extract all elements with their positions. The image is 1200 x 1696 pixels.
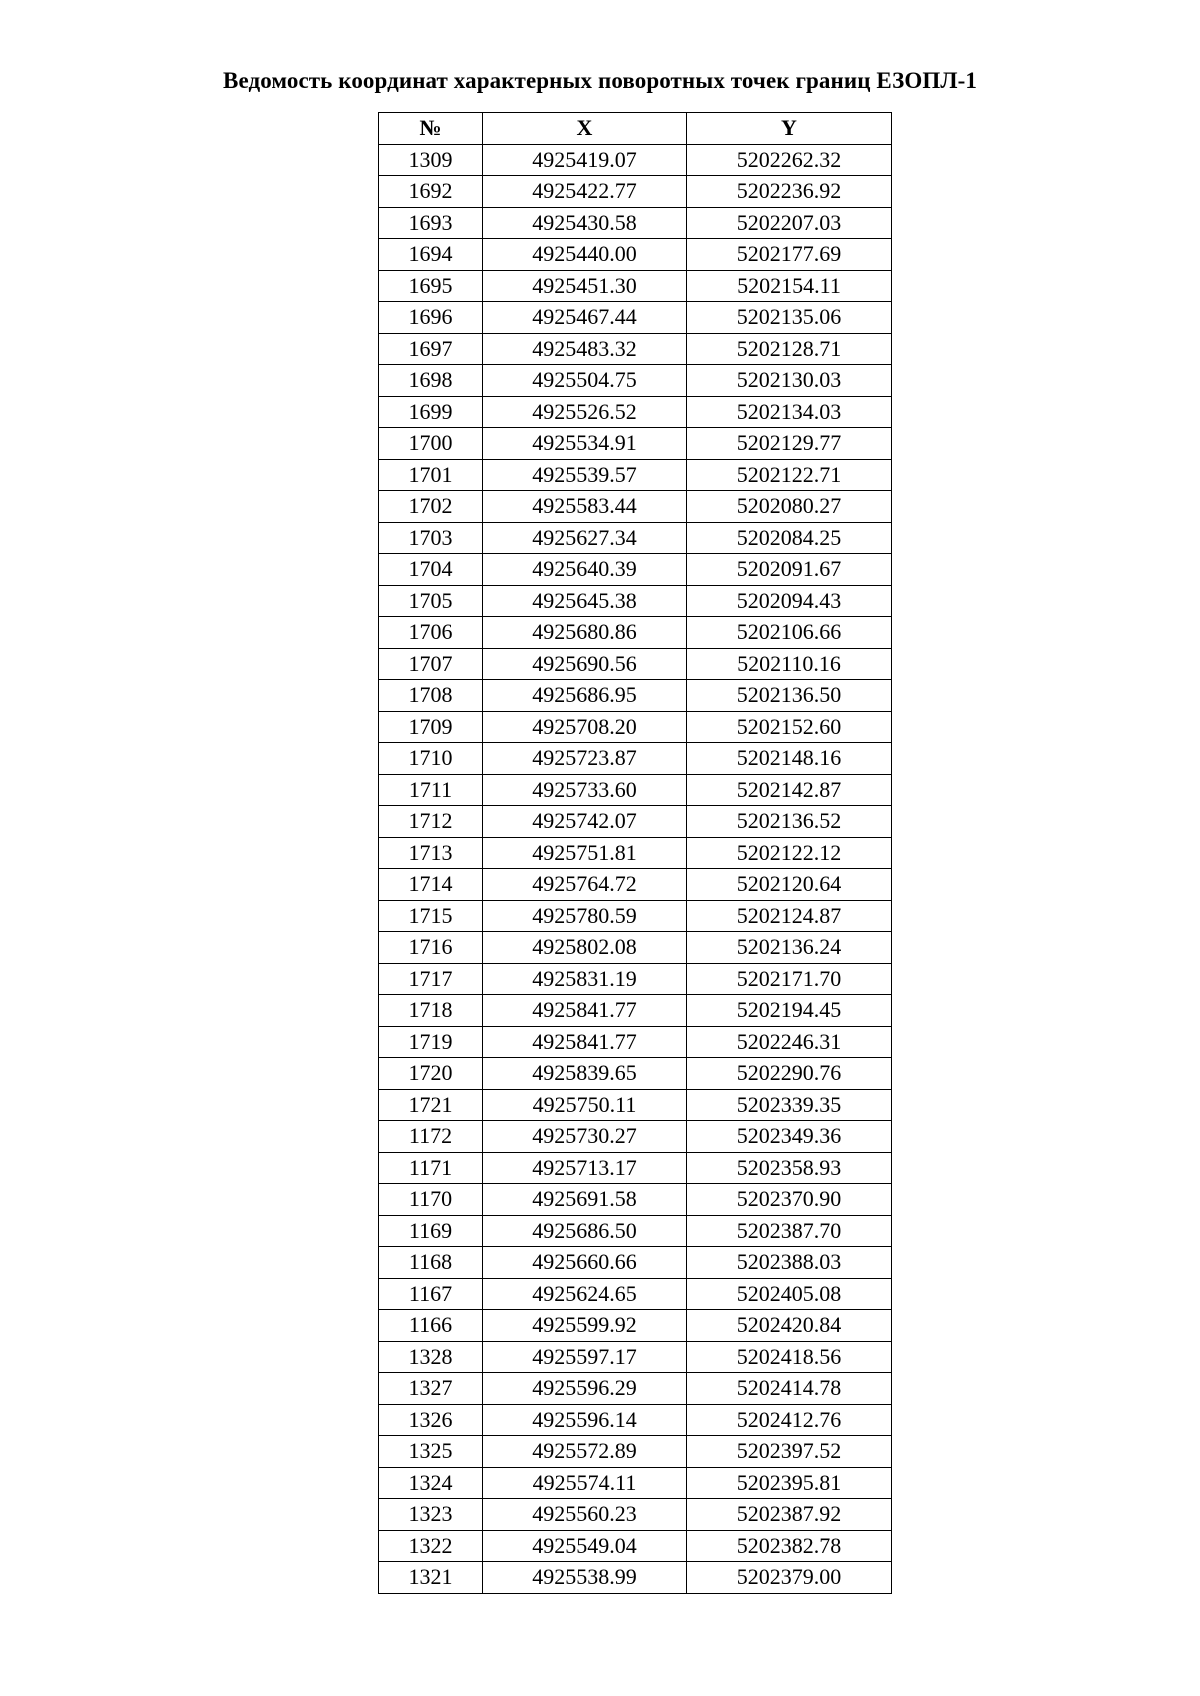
x-coordinate-cell: 4925680.86 [483, 617, 687, 649]
x-coordinate-cell: 4925802.08 [483, 932, 687, 964]
table-row [379, 1121, 892, 1153]
table-row [379, 1152, 892, 1184]
table-row [379, 270, 892, 302]
x-coordinate-cell: 4925645.38 [483, 585, 687, 617]
x-coordinate-cell: 4925723.87 [483, 743, 687, 775]
x-coordinate-cell: 4925538.99 [483, 1562, 687, 1594]
document-title: Ведомость координат характерных поворотных точек границ ЕЗОПЛ-1 [223, 68, 977, 93]
y-coordinate-cell: 5202414.78 [687, 1373, 892, 1405]
x-coordinate-cell: 4925686.50 [483, 1215, 687, 1247]
coordinates-table [378, 112, 892, 1594]
table-row [379, 1341, 892, 1373]
point-number-cell: 1166 [379, 1310, 483, 1342]
table-row [379, 365, 892, 397]
x-coordinate-cell: 4925691.58 [483, 1184, 687, 1216]
x-coordinate-cell: 4925640.39 [483, 554, 687, 586]
point-number-cell: 1695 [379, 270, 483, 302]
table-row [379, 963, 892, 995]
y-coordinate-cell: 5202154.11 [687, 270, 892, 302]
y-coordinate-cell: 5202135.06 [687, 302, 892, 334]
table-row [379, 1499, 892, 1531]
table-row [379, 1310, 892, 1342]
table-row [379, 1026, 892, 1058]
y-coordinate-cell: 5202358.93 [687, 1152, 892, 1184]
header-x: X [483, 113, 687, 145]
y-coordinate-cell: 5202418.56 [687, 1341, 892, 1373]
point-number-cell: 1692 [379, 176, 483, 208]
table-row [379, 1058, 892, 1090]
point-number-cell: 1325 [379, 1436, 483, 1468]
y-coordinate-cell: 5202397.52 [687, 1436, 892, 1468]
table-row [379, 837, 892, 869]
x-coordinate-cell: 4925750.11 [483, 1089, 687, 1121]
table-row [379, 554, 892, 586]
point-number-cell: 1172 [379, 1121, 483, 1153]
y-coordinate-cell: 5202370.90 [687, 1184, 892, 1216]
point-number-cell: 1323 [379, 1499, 483, 1531]
point-number-cell: 1708 [379, 680, 483, 712]
x-coordinate-cell: 4925599.92 [483, 1310, 687, 1342]
point-number-cell: 1713 [379, 837, 483, 869]
y-coordinate-cell: 5202142.87 [687, 774, 892, 806]
table-row [379, 239, 892, 271]
x-coordinate-cell: 4925841.77 [483, 995, 687, 1027]
point-number-cell: 1697 [379, 333, 483, 365]
y-coordinate-cell: 5202246.31 [687, 1026, 892, 1058]
table-row [379, 333, 892, 365]
table-row [379, 144, 892, 176]
x-coordinate-cell: 4925560.23 [483, 1499, 687, 1531]
point-number-cell: 1326 [379, 1404, 483, 1436]
table-row [379, 428, 892, 460]
y-coordinate-cell: 5202290.76 [687, 1058, 892, 1090]
x-coordinate-cell: 4925690.56 [483, 648, 687, 680]
y-coordinate-cell: 5202122.71 [687, 459, 892, 491]
point-number-cell: 1309 [379, 144, 483, 176]
x-coordinate-cell: 4925451.30 [483, 270, 687, 302]
point-number-cell: 1712 [379, 806, 483, 838]
y-coordinate-cell: 5202420.84 [687, 1310, 892, 1342]
point-number-cell: 1699 [379, 396, 483, 428]
table-row [379, 743, 892, 775]
point-number-cell: 1702 [379, 491, 483, 523]
table-row [379, 302, 892, 334]
x-coordinate-cell: 4925751.81 [483, 837, 687, 869]
point-number-cell: 1169 [379, 1215, 483, 1247]
point-number-cell: 1720 [379, 1058, 483, 1090]
point-number-cell: 1698 [379, 365, 483, 397]
point-number-cell: 1719 [379, 1026, 483, 1058]
y-coordinate-cell: 5202106.66 [687, 617, 892, 649]
point-number-cell: 1711 [379, 774, 483, 806]
y-coordinate-cell: 5202236.92 [687, 176, 892, 208]
point-number-cell: 1717 [379, 963, 483, 995]
point-number-cell: 1328 [379, 1341, 483, 1373]
point-number-cell: 1715 [379, 900, 483, 932]
table-row [379, 1278, 892, 1310]
y-coordinate-cell: 5202120.64 [687, 869, 892, 901]
table-row [379, 869, 892, 901]
table-row [379, 522, 892, 554]
table-row [379, 1530, 892, 1562]
y-coordinate-cell: 5202349.36 [687, 1121, 892, 1153]
x-coordinate-cell: 4925839.65 [483, 1058, 687, 1090]
x-coordinate-cell: 4925596.29 [483, 1373, 687, 1405]
y-coordinate-cell: 5202382.78 [687, 1530, 892, 1562]
point-number-cell: 1709 [379, 711, 483, 743]
table-row [379, 1562, 892, 1594]
table-body [379, 144, 892, 1593]
table-row [379, 995, 892, 1027]
y-coordinate-cell: 5202379.00 [687, 1562, 892, 1594]
x-coordinate-cell: 4925583.44 [483, 491, 687, 523]
x-coordinate-cell: 4925831.19 [483, 963, 687, 995]
point-number-cell: 1704 [379, 554, 483, 586]
y-coordinate-cell: 5202136.52 [687, 806, 892, 838]
y-coordinate-cell: 5202262.32 [687, 144, 892, 176]
y-coordinate-cell: 5202152.60 [687, 711, 892, 743]
point-number-cell: 1324 [379, 1467, 483, 1499]
x-coordinate-cell: 4925708.20 [483, 711, 687, 743]
table-row [379, 207, 892, 239]
x-coordinate-cell: 4925440.00 [483, 239, 687, 271]
point-number-cell: 1703 [379, 522, 483, 554]
point-number-cell: 1322 [379, 1530, 483, 1562]
point-number-cell: 1706 [379, 617, 483, 649]
y-coordinate-cell: 5202130.03 [687, 365, 892, 397]
point-number-cell: 1693 [379, 207, 483, 239]
table-row [379, 396, 892, 428]
y-coordinate-cell: 5202405.08 [687, 1278, 892, 1310]
y-coordinate-cell: 5202412.76 [687, 1404, 892, 1436]
point-number-cell: 1718 [379, 995, 483, 1027]
x-coordinate-cell: 4925660.66 [483, 1247, 687, 1279]
y-coordinate-cell: 5202387.70 [687, 1215, 892, 1247]
x-coordinate-cell: 4925422.77 [483, 176, 687, 208]
x-coordinate-cell: 4925596.14 [483, 1404, 687, 1436]
table-row [379, 1215, 892, 1247]
x-coordinate-cell: 4925733.60 [483, 774, 687, 806]
point-number-cell: 1707 [379, 648, 483, 680]
y-coordinate-cell: 5202128.71 [687, 333, 892, 365]
x-coordinate-cell: 4925624.65 [483, 1278, 687, 1310]
y-coordinate-cell: 5202171.70 [687, 963, 892, 995]
y-coordinate-cell: 5202136.24 [687, 932, 892, 964]
table-row [379, 1404, 892, 1436]
y-coordinate-cell: 5202136.50 [687, 680, 892, 712]
x-coordinate-cell: 4925419.07 [483, 144, 687, 176]
table-row [379, 1373, 892, 1405]
table-row [379, 1436, 892, 1468]
table-row [379, 176, 892, 208]
y-coordinate-cell: 5202122.12 [687, 837, 892, 869]
x-coordinate-cell: 4925841.77 [483, 1026, 687, 1058]
point-number-cell: 1170 [379, 1184, 483, 1216]
table-row [379, 932, 892, 964]
table-row [379, 491, 892, 523]
point-number-cell: 1167 [379, 1278, 483, 1310]
table-row [379, 617, 892, 649]
y-coordinate-cell: 5202084.25 [687, 522, 892, 554]
header-number: № [379, 113, 483, 145]
y-coordinate-cell: 5202091.67 [687, 554, 892, 586]
table-header [379, 113, 892, 145]
x-coordinate-cell: 4925534.91 [483, 428, 687, 460]
point-number-cell: 1171 [379, 1152, 483, 1184]
table-row [379, 900, 892, 932]
x-coordinate-cell: 4925539.57 [483, 459, 687, 491]
y-coordinate-cell: 5202388.03 [687, 1247, 892, 1279]
x-coordinate-cell: 4925686.95 [483, 680, 687, 712]
table-row [379, 648, 892, 680]
table-row [379, 1247, 892, 1279]
y-coordinate-cell: 5202134.03 [687, 396, 892, 428]
x-coordinate-cell: 4925780.59 [483, 900, 687, 932]
x-coordinate-cell: 4925627.34 [483, 522, 687, 554]
x-coordinate-cell: 4925504.75 [483, 365, 687, 397]
table-row [379, 1467, 892, 1499]
y-coordinate-cell: 5202339.35 [687, 1089, 892, 1121]
y-coordinate-cell: 5202148.16 [687, 743, 892, 775]
table-row [379, 585, 892, 617]
point-number-cell: 1327 [379, 1373, 483, 1405]
point-number-cell: 1710 [379, 743, 483, 775]
y-coordinate-cell: 5202110.16 [687, 648, 892, 680]
x-coordinate-cell: 4925483.32 [483, 333, 687, 365]
y-coordinate-cell: 5202124.87 [687, 900, 892, 932]
y-coordinate-cell: 5202129.77 [687, 428, 892, 460]
table-row [379, 774, 892, 806]
y-coordinate-cell: 5202080.27 [687, 491, 892, 523]
x-coordinate-cell: 4925574.11 [483, 1467, 687, 1499]
x-coordinate-cell: 4925764.72 [483, 869, 687, 901]
point-number-cell: 1696 [379, 302, 483, 334]
x-coordinate-cell: 4925713.17 [483, 1152, 687, 1184]
point-number-cell: 1321 [379, 1562, 483, 1594]
x-coordinate-cell: 4925526.52 [483, 396, 687, 428]
table-row [379, 1184, 892, 1216]
header-y: Y [687, 113, 892, 145]
table-row [379, 680, 892, 712]
x-coordinate-cell: 4925742.07 [483, 806, 687, 838]
x-coordinate-cell: 4925467.44 [483, 302, 687, 334]
y-coordinate-cell: 5202177.69 [687, 239, 892, 271]
header-row [379, 113, 892, 145]
table-row [379, 711, 892, 743]
x-coordinate-cell: 4925430.58 [483, 207, 687, 239]
x-coordinate-cell: 4925597.17 [483, 1341, 687, 1373]
point-number-cell: 1694 [379, 239, 483, 271]
x-coordinate-cell: 4925549.04 [483, 1530, 687, 1562]
point-number-cell: 1701 [379, 459, 483, 491]
table-row [379, 459, 892, 491]
y-coordinate-cell: 5202395.81 [687, 1467, 892, 1499]
point-number-cell: 1705 [379, 585, 483, 617]
x-coordinate-cell: 4925730.27 [483, 1121, 687, 1153]
point-number-cell: 1716 [379, 932, 483, 964]
point-number-cell: 1700 [379, 428, 483, 460]
y-coordinate-cell: 5202094.43 [687, 585, 892, 617]
y-coordinate-cell: 5202387.92 [687, 1499, 892, 1531]
table-row [379, 1089, 892, 1121]
y-coordinate-cell: 5202207.03 [687, 207, 892, 239]
x-coordinate-cell: 4925572.89 [483, 1436, 687, 1468]
y-coordinate-cell: 5202194.45 [687, 995, 892, 1027]
point-number-cell: 1721 [379, 1089, 483, 1121]
point-number-cell: 1714 [379, 869, 483, 901]
table-row [379, 806, 892, 838]
point-number-cell: 1168 [379, 1247, 483, 1279]
